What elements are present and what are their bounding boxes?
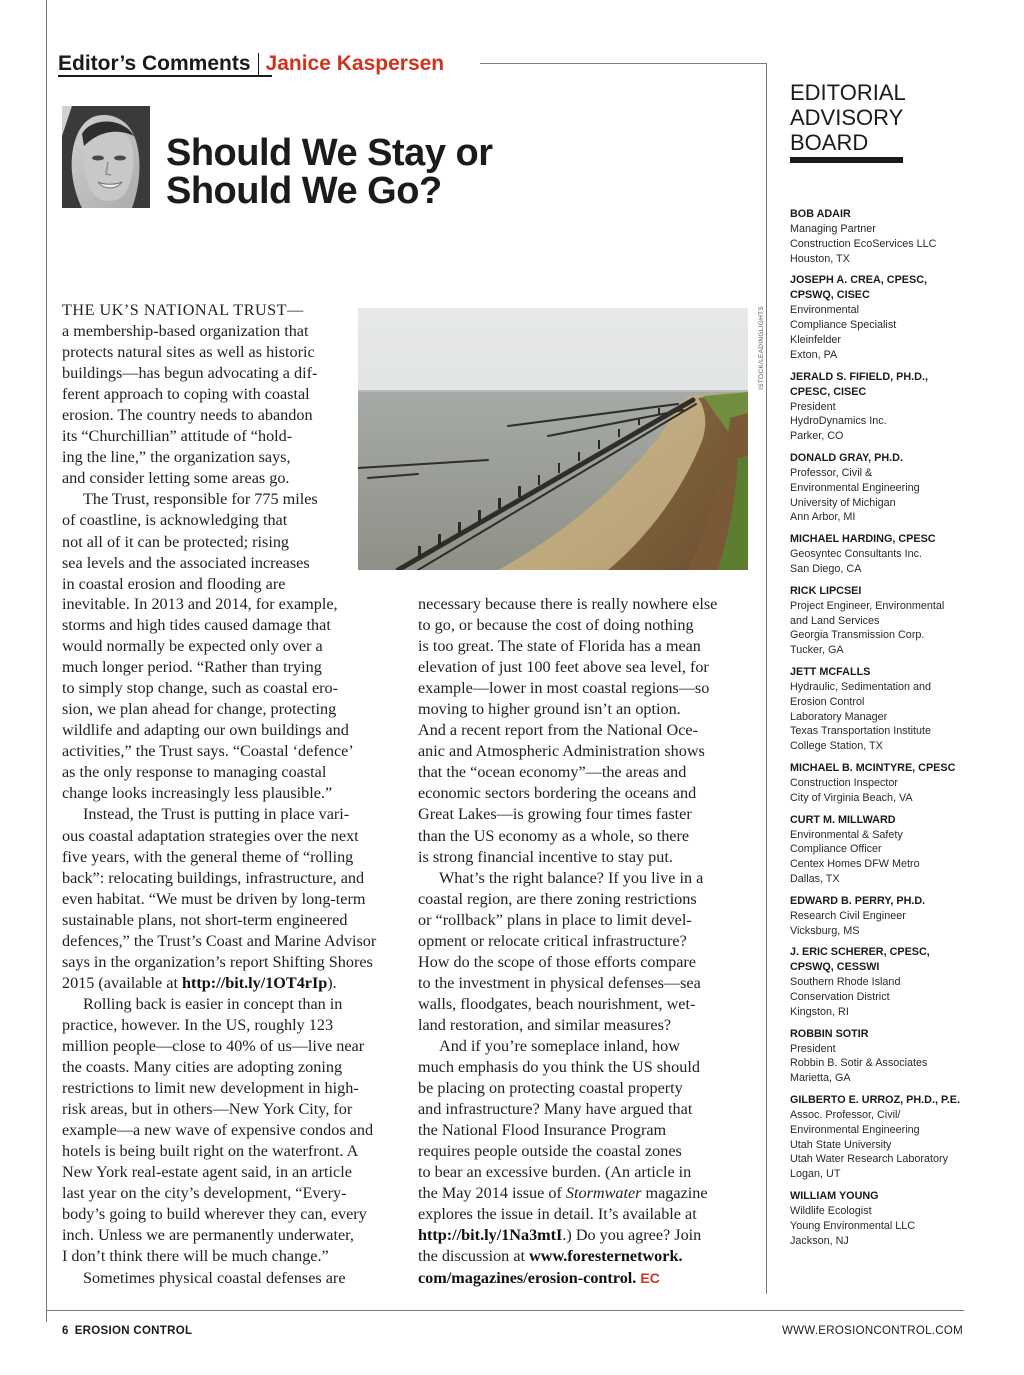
member-detail: Project Engineer, Environmental xyxy=(790,599,945,612)
body-line: is too great. The state of Florida has a mean xyxy=(418,637,701,656)
body-line: requires people outside the coastal zones xyxy=(418,1142,682,1161)
member-name: JETT MCFALLS xyxy=(790,665,871,678)
body-line: walls, floodgates, beach nourishment, wet- xyxy=(418,994,696,1013)
board-title-bar xyxy=(790,157,903,163)
body-line: ferent approach to coping with coastal xyxy=(62,385,310,404)
body-line: to go, or because the cost of doing nothing xyxy=(418,616,694,635)
body-line: elevation of just 100 feet above sea level, for xyxy=(418,658,709,677)
body-line: defences,” the Trust’s Coast and Marine Advisor xyxy=(62,931,377,950)
body-line: sea levels and the associated increases xyxy=(62,553,310,572)
body-line: and consider letting some areas go. xyxy=(62,469,290,488)
member-detail: Research Civil Engineer xyxy=(790,909,906,922)
member-detail: HydroDynamics Inc. xyxy=(790,415,887,428)
body-line: the coasts. Many cities are adopting zoning xyxy=(62,1058,343,1077)
member-detail: Georgia Transmission Corp. xyxy=(790,629,925,642)
board-member xyxy=(790,532,970,577)
board-member xyxy=(790,273,970,362)
article-headline xyxy=(166,134,586,210)
body-line: activities,” the Trust says. “Coastal ‘defence’ xyxy=(62,742,354,761)
board-member xyxy=(790,1093,970,1182)
body-line: to the investment in physical defenses—sea xyxy=(418,973,701,992)
body-line: is strong financial incentive to stay put. xyxy=(418,847,673,866)
member-detail: Tucker, GA xyxy=(790,644,844,657)
member-detail: Assoc. Professor, Civil/ xyxy=(790,1109,901,1122)
member-name: WILLIAM YOUNG xyxy=(790,1190,879,1203)
body-line: wildlife and adapting our own buildings and xyxy=(62,721,349,740)
member-name: CPESC, CISEC xyxy=(790,385,867,398)
photo-credit: ISTOCK/LEADINGLIGHTS xyxy=(758,306,765,390)
body-line: And if you’re someplace inland, how xyxy=(439,1036,680,1055)
member-detail: Kingston, RI xyxy=(790,1005,849,1018)
board-title-line: ADVISORY xyxy=(790,105,904,130)
report-link[interactable]: http://bit.ly/1OT4rIp xyxy=(182,973,328,992)
body-line: coastal region, are there zoning restrictions xyxy=(418,889,697,908)
department-underline xyxy=(58,75,272,77)
body-line: million people—close to 40% of us—live near xyxy=(62,1036,365,1055)
member-detail: City of Virginia Beach, VA xyxy=(790,791,913,804)
member-name: RICK LIPCSEI xyxy=(790,584,862,597)
body-line: necessary because there is really nowhere else xyxy=(418,595,718,613)
body-line: moving to higher ground isn’t an option. xyxy=(418,700,681,719)
member-detail: Compliance Specialist xyxy=(790,319,897,332)
member-detail: University of Michigan xyxy=(790,496,896,509)
member-name: JOSEPH A. CREA, CPESC, xyxy=(790,274,927,287)
member-name: CPSWQ, CISEC xyxy=(790,289,870,302)
member-detail: Utah State University xyxy=(790,1138,892,1151)
advisory-board-title xyxy=(790,80,960,155)
body-line xyxy=(62,973,376,994)
member-detail: Conservation District xyxy=(790,991,890,1004)
body-line: economic sectors bordering the oceans and xyxy=(418,784,697,803)
body-line: restrictions to limit new development in high- xyxy=(62,1079,359,1098)
body-line: last year on the city’s development, “Every- xyxy=(62,1184,347,1203)
member-detail: Southern Rhode Island xyxy=(790,976,901,989)
department-name: Editor’s Comments xyxy=(58,52,251,75)
member-detail: President xyxy=(790,400,836,413)
left-frame-rule xyxy=(46,0,47,1322)
author-name: Janice Kaspersen xyxy=(265,52,445,75)
member-detail: Houston, TX xyxy=(790,252,850,265)
board-title-line: EDITORIAL xyxy=(790,80,906,105)
body-line: example—lower in most coastal regions—so xyxy=(418,679,710,698)
body-line: anic and Atmospheric Administration shows xyxy=(418,742,705,761)
body-line: storms and high tides caused damage that xyxy=(62,616,331,635)
member-name: BOB ADAIR xyxy=(790,208,851,220)
member-detail: Hydraulic, Sedimentation and xyxy=(790,680,932,693)
body-line: sustainable plans, not short-term engineered xyxy=(62,910,348,929)
magazine-title: Stormwater xyxy=(565,1184,642,1203)
body-line xyxy=(418,1183,717,1204)
body-line: explores the issue in detail. It’s available at xyxy=(418,1205,697,1224)
body-line: not all of it can be protected; rising xyxy=(62,532,290,551)
body-line: Instead, the Trust is putting in place vari- xyxy=(83,805,350,824)
board-member xyxy=(790,1189,970,1248)
body-text: the May 2014 issue of xyxy=(418,1184,566,1203)
board-member xyxy=(790,813,970,887)
member-detail: College Station, TX xyxy=(790,740,883,753)
member-detail: Managing Partner xyxy=(790,223,876,235)
member-detail: Young Environmental LLC xyxy=(790,1219,916,1232)
member-detail: Kleinfelder xyxy=(790,333,842,346)
body-line: The Trust, responsible for 775 miles xyxy=(83,490,318,509)
member-name: CURT M. MILLWARD xyxy=(790,813,896,826)
body-line: to simply stop change, such as coastal ero- xyxy=(62,679,339,698)
body-line: Rolling back is easier in concept than in xyxy=(83,994,343,1013)
member-name: JERALD S. FIFIELD, PH.D., xyxy=(790,370,928,383)
body-text: magazine xyxy=(641,1184,708,1203)
top-frame-rule xyxy=(480,63,767,64)
body-text: the discussion at xyxy=(418,1247,530,1266)
body-line: Sometimes physical coastal defenses are xyxy=(83,1268,346,1287)
footer-folio xyxy=(62,1325,192,1337)
member-detail: Jackson, NJ xyxy=(790,1234,849,1247)
discussion-link[interactable]: com/magazines/erosion-control. xyxy=(418,1268,637,1287)
member-detail: Parker, CO xyxy=(790,430,844,443)
body-text: ). xyxy=(327,973,337,992)
body-line: body’s going to build wherever they can, every xyxy=(62,1205,367,1224)
member-detail: Environmental Engineering xyxy=(790,1123,920,1136)
body-line: protects natural sites as well as historic xyxy=(62,343,315,362)
stormwater-article-link[interactable]: http://bit.ly/1Na3mtI xyxy=(418,1226,563,1245)
coastal-erosion-photo xyxy=(358,308,748,570)
body-line xyxy=(418,1246,717,1267)
body-line: to bear an excessive burden. (An article in xyxy=(418,1163,692,1182)
body-line: than the US economy as a whole, so there xyxy=(418,826,690,845)
header-divider xyxy=(258,53,259,75)
body-line: What’s the right balance? If you live in a xyxy=(439,868,704,887)
member-detail: Ann Arbor, MI xyxy=(790,511,856,524)
member-detail: Wildlife Ecologist xyxy=(790,1205,872,1218)
body-line: THE UK’S NATIONAL TRUST— xyxy=(62,301,304,319)
member-detail: and Land Services xyxy=(790,614,880,627)
member-name: CPSWQ, CESSWI xyxy=(790,961,880,974)
department-header xyxy=(58,49,444,77)
member-detail: Environmental Engineering xyxy=(790,481,920,494)
body-line: the National Flood Insurance Program xyxy=(418,1121,667,1140)
headline-line: Should We Go? xyxy=(166,170,442,212)
article-column-1-top xyxy=(62,300,318,595)
member-name: EDWARD B. PERRY, PH.D. xyxy=(790,894,926,907)
body-line: five years, with the general theme of “rolling xyxy=(62,847,354,866)
body-line xyxy=(418,1268,717,1289)
body-line: and infrastructure? Many have argued that xyxy=(418,1100,693,1119)
member-detail: President xyxy=(790,1042,836,1055)
board-member xyxy=(790,370,970,444)
member-detail: Vicksburg, MS xyxy=(790,924,860,937)
board-member xyxy=(790,207,970,266)
body-line: ing the line,” the organization says, xyxy=(62,448,291,467)
board-member xyxy=(790,665,970,754)
body-line: be placing on protecting coastal property xyxy=(418,1079,683,1098)
body-line: as the only response to managing coastal xyxy=(62,763,327,782)
member-name: ROBBIN SOTIR xyxy=(790,1027,869,1040)
body-line: back”: relocating buildings, infrastructure, and xyxy=(62,868,365,887)
body-line: example—a new wave of expensive condos and xyxy=(62,1121,374,1140)
body-line: hotels is being built right on the waterfront. A xyxy=(62,1142,359,1161)
member-detail: Construction EcoServices LLC xyxy=(790,237,937,250)
member-detail: Robbin B. Sotir & Associates xyxy=(790,1057,928,1070)
article-column-1-bottom xyxy=(62,594,376,1289)
page-number: 6 xyxy=(62,1325,69,1337)
member-detail: Dallas, TX xyxy=(790,872,840,885)
end-mark: EC xyxy=(640,1269,660,1286)
member-detail: Erosion Control xyxy=(790,695,865,708)
member-name: DONALD GRAY, PH.D. xyxy=(790,451,903,464)
body-line: its “Churchillian” attitude of “hold- xyxy=(62,427,293,446)
publication-name: EROSION CONTROL xyxy=(74,1325,193,1337)
board-member xyxy=(790,1027,970,1086)
board-member xyxy=(790,584,970,658)
body-line: much emphasis do you think the US should xyxy=(418,1058,700,1077)
member-detail: Centex Homes DFW Metro xyxy=(790,858,920,871)
body-line: ous coastal adaptation strategies over the next xyxy=(62,826,359,845)
board-member xyxy=(790,945,970,1019)
member-detail: Marietta, GA xyxy=(790,1072,851,1085)
member-name: MICHAEL B. MCINTYRE, CPESC xyxy=(790,761,956,774)
body-line: a membership-based organization that xyxy=(62,322,309,341)
body-line: practice, however. In the US, roughly 123 xyxy=(62,1015,334,1034)
body-line: inevitable. In 2013 and 2014, for example, xyxy=(62,595,338,613)
body-text: .) Do you agree? Join xyxy=(562,1226,702,1245)
headline-line: Should We Stay or xyxy=(166,132,493,174)
body-line: says in the organization’s report Shifting Shores xyxy=(62,952,373,971)
member-detail: Utah Water Research Laboratory xyxy=(790,1153,949,1166)
article-column-2 xyxy=(418,594,717,1289)
footer-website[interactable]: WWW.EROSIONCONTROL.COM xyxy=(781,1325,963,1337)
body-line: in coastal erosion and flooding are xyxy=(62,574,286,593)
body-line: buildings—has begun advocating a dif- xyxy=(62,364,318,383)
board-member xyxy=(790,451,970,525)
member-name: GILBERTO E. URROZ, PH.D., P.E. xyxy=(790,1094,960,1107)
bottom-frame-rule xyxy=(46,1310,964,1311)
member-detail: Environmental & Safety xyxy=(790,828,903,841)
board-title-line: BOARD xyxy=(790,130,869,155)
body-line: or “rollback” plans in place to limit devel- xyxy=(418,910,692,929)
body-line: even habitat. “We must be driven by long-term xyxy=(62,889,366,908)
member-detail: Construction Inspector xyxy=(790,776,899,789)
body-line: How do the scope of those efforts compare xyxy=(418,952,696,971)
member-detail: Texas Transportation Institute xyxy=(790,725,932,738)
member-detail: Professor, Civil & xyxy=(790,466,873,479)
member-detail: Environmental xyxy=(790,304,860,317)
member-detail: Laboratory Manager xyxy=(790,710,888,723)
member-detail: Logan, UT xyxy=(790,1168,841,1181)
body-line: Great Lakes—is growing four times faster xyxy=(418,805,692,824)
board-member xyxy=(790,761,970,806)
body-line: much longer period. “Rather than trying xyxy=(62,658,322,677)
body-line: I don’t think there will be much change.” xyxy=(62,1247,329,1266)
body-line: sion, we plan ahead for change, protecting xyxy=(62,700,337,719)
body-line: erosion. The country needs to abandon xyxy=(62,406,313,425)
body-line: land restoration, and similar measures? xyxy=(418,1015,672,1034)
body-line xyxy=(418,1225,717,1246)
member-name: J. ERIC SCHERER, CPESC, xyxy=(790,946,930,959)
board-member xyxy=(790,894,970,939)
author-portrait xyxy=(62,106,150,208)
right-frame-rule xyxy=(766,64,767,1294)
body-line: of coastline, is acknowledging that xyxy=(62,511,288,530)
body-text: 2015 (available at xyxy=(62,973,183,992)
body-line: that the “ocean economy”—the areas and xyxy=(418,763,687,782)
member-name: MICHAEL HARDING, CPESC xyxy=(790,533,936,546)
discussion-link[interactable]: www.foresternetwork. xyxy=(529,1247,683,1266)
member-detail: Compliance Officer xyxy=(790,843,882,856)
body-line: opment or relocate critical infrastructure? xyxy=(418,931,687,950)
body-line: would normally be expected only over a xyxy=(62,637,323,656)
member-detail: San Diego, CA xyxy=(790,562,862,575)
body-line: And a recent report from the National Oce- xyxy=(418,721,699,740)
body-line: risk areas, but in others—New York City, for xyxy=(62,1100,353,1119)
member-detail: Exton, PA xyxy=(790,348,838,361)
body-line: inch. Unless we are permanently underwater, xyxy=(62,1226,354,1245)
body-line: New York real-estate agent said, in an article xyxy=(62,1163,352,1182)
advisory-board-list xyxy=(790,207,970,1255)
member-detail: Geosyntec Consultants Inc. xyxy=(790,548,923,561)
body-line: change looks increasingly less plausible.” xyxy=(62,784,333,803)
